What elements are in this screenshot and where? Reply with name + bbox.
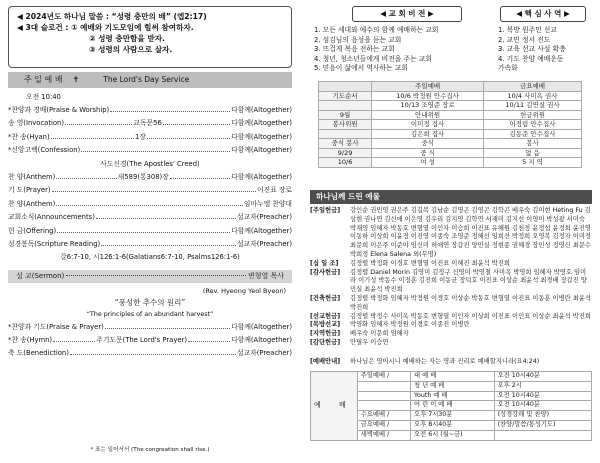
core-list — [498, 26, 598, 74]
worship-table — [310, 371, 592, 441]
service-title-ko: 주 일 예 배 — [24, 75, 63, 85]
worship-cell: Youth 예 배 — [411, 391, 495, 401]
order-item-person: 다함께(Altogether) — [231, 132, 292, 141]
core-title: ◀ 핵 심 사 역 ▶ — [500, 6, 586, 22]
order-row — [8, 228, 292, 241]
sermon-label: 설 교(Sermon) — [16, 272, 65, 281]
vision-item: 1. 모든 세대와 예수의 함께 예배하는 교회 — [314, 26, 439, 34]
duty-cell: 이정림 안수집사 — [484, 120, 582, 130]
duty-cell: 중 식 — [372, 148, 484, 158]
duty-row — [319, 148, 582, 158]
offering-type: [건축헌금] — [310, 294, 341, 302]
duty-cell — [319, 101, 372, 111]
cross-icon: ✝ — [72, 75, 80, 85]
order-item-name: 기 도(Prayer) — [8, 186, 51, 195]
creed-row — [8, 161, 292, 174]
duty-row — [319, 129, 582, 139]
leader-dots — [56, 205, 243, 206]
leader-dots — [81, 151, 230, 152]
service-title-bar — [8, 72, 292, 88]
duty-cell: 10/13 조영준 장로 — [372, 101, 484, 111]
duty-cell: 봉사위원 — [319, 120, 372, 130]
order-item-person: 다함께(Altogether) — [231, 172, 293, 181]
order-item-name: *찬 송(Hyan) — [8, 132, 50, 141]
duty-table — [318, 81, 582, 168]
core-item: 3. 교육 선교 사설 확충 — [498, 45, 566, 54]
duty-row — [319, 101, 582, 111]
duty-cell: 헌금위원 — [484, 110, 582, 120]
duty-cell: 기도순서 — [319, 91, 372, 101]
order-item-detail: 1장 — [134, 132, 146, 141]
offering-names: 김정렬 Daniel Morin 김영미 김정구 신영미 박영철 사미옥 박영희 임혜자 박영호 임미라 이기성 박동수 이정훈 김진희 이동균 장덕호 이진표 이상순 최윤석 최경배 장갑진 양민실 최윤석 박진희 — [350, 268, 587, 294]
offering-names: 김정렬 박정화 이경호 변형열 이진표 이혜진 최윤석 박진희 — [350, 259, 510, 267]
order-item-name: *찬 송(Hymn) — [8, 336, 53, 345]
duty-header-cell: 주일예배 — [372, 82, 484, 92]
order-item-person: 설교자(Preacher) — [237, 349, 292, 358]
order-item-person: 임마누엘 찬양대 — [243, 199, 292, 208]
worship-intro-key: [예배안내] — [310, 358, 341, 365]
duty-cell: 김은희 집사 — [372, 129, 484, 139]
leader-dots — [51, 138, 134, 139]
offering-group — [310, 339, 592, 348]
offering-names: 김정렬 박정화 임혜자 박정원 이경호 이상순 박동호 변형열 이진표 이동훈 이병란 최윤석 박진희 — [350, 294, 591, 311]
order-item-name: 송 영(Invocation) — [8, 119, 65, 128]
duty-cell: 9월 — [319, 110, 372, 120]
offering-type: [지역헌금] — [310, 330, 341, 338]
sermon-title-en: “The principles of an abundant harvest” — [86, 310, 214, 318]
order-item-name: *신앙고백(Confession) — [8, 146, 81, 155]
duty-cell: 10/6 박정원 안수집사 — [372, 91, 484, 101]
slogan-2: ② 성령 충만함을 받자. — [89, 34, 165, 43]
scripture-row — [8, 254, 292, 267]
service-title-en: The Lord's Day Service — [103, 74, 190, 84]
duty-cell: 5 지 역 — [484, 158, 582, 168]
preacher-en: (Rev. Hyeong Yeol Byeon) — [202, 286, 286, 295]
sermon-info — [8, 285, 292, 321]
order-item-person: 다함께(Altogether) — [231, 336, 293, 345]
offering-group — [310, 330, 592, 339]
order-item-person: 설교자(Preacher) — [237, 213, 292, 222]
order-block-3 — [8, 324, 292, 364]
leader-dots — [188, 341, 230, 342]
order-item-name: *찬양과 경배(Praise & Worship) — [8, 106, 110, 114]
worship-cell: 오후 8시40분 — [411, 420, 495, 430]
order-item-person: 설교자(Preacher) — [237, 239, 292, 248]
duty-row — [319, 110, 582, 120]
year-banner — [8, 6, 292, 68]
footnote: * 표는 일어서서 (The congreation shall rise.) — [90, 447, 210, 453]
offering-group — [310, 207, 592, 260]
duty-header-cell: 금요예배 — [484, 82, 582, 92]
leader-dots — [66, 275, 246, 276]
worship-cell — [357, 401, 410, 411]
order-item-name: *찬양과 기도(Praise & Prayer) — [8, 322, 104, 331]
worship-cell: (성경강해 및 찬양) — [494, 411, 591, 421]
offering-type: [목방선교] — [310, 321, 341, 329]
order-item-person: 다함께(Altogether) — [231, 146, 292, 155]
worship-cell: 오전 10시40분 — [494, 391, 591, 401]
worship-side-label: 예 배 — [311, 372, 358, 441]
worship-cell — [357, 381, 410, 391]
core-item: 2. 교민 정서 전도 — [498, 35, 551, 44]
worship-intro-text: 하나님은 영이시니 예배하는 자는 영과 진리로 예배할지니라(요4:24) — [350, 358, 540, 365]
order-row — [8, 350, 292, 363]
order-item-person: 이진표 장로 — [257, 186, 292, 195]
offering-group — [310, 260, 592, 269]
offering-list — [310, 207, 592, 348]
offering-type: [감단헌금] — [310, 338, 341, 346]
offering-type: [주일헌금] — [310, 207, 341, 214]
duty-cell: 9/29 — [319, 148, 372, 158]
order-item-person: 다함께(Altogether) — [231, 226, 292, 235]
order-item-name: 축 도(Benediction) — [8, 349, 69, 358]
leader-dots — [56, 178, 116, 179]
scripture-ref: 갈6:7-10, 시126:1-6(Galatians6:7-10, Psalms126:1-6) — [60, 253, 240, 262]
vision-title: ◀ 교 회 비 전 ▶ — [352, 6, 462, 22]
duty-row — [319, 139, 582, 149]
vision-list — [314, 26, 494, 74]
worship-cell — [357, 391, 410, 401]
service-time: 오전 10:40 — [26, 93, 61, 101]
worship-cell — [494, 430, 591, 440]
duty-cell: 안내위원 — [372, 110, 484, 120]
sermon-preacher: 변형열 목사 — [247, 272, 284, 281]
leader-dots — [170, 178, 230, 179]
worship-cell: 오전 10시40분 — [494, 372, 591, 382]
duty-cell: 중식 봉사 — [319, 139, 372, 149]
order-item-name: 찬 양(Anthem) — [8, 199, 56, 208]
offering-title: 하나님께 드린 예물 — [310, 190, 592, 204]
vision-item: 4. 청년, 청소년들에게 비전을 주는 교회 — [314, 54, 432, 63]
duty-row — [319, 91, 582, 101]
duty-cell: 10/11 김연실 권사 — [484, 101, 582, 111]
worship-cell: 수요예배 / — [357, 411, 410, 421]
leader-dots — [65, 124, 132, 125]
vision-item: 2. 섬김님의 음성을 듣는 교회 — [314, 35, 402, 44]
offering-group — [310, 269, 592, 295]
duty-cell: 여 성 — [372, 158, 484, 168]
order-row — [8, 147, 292, 160]
slogan-1: ◀ 3대 슬로건 : ① 예배와 기도모임에 힘써 참여하자. — [17, 23, 194, 32]
leader-dots — [147, 138, 230, 139]
duty-row — [319, 158, 582, 168]
offering-names: 박영화 임혜자 박정원 이경호 이종진 이병란 — [350, 321, 470, 329]
worship-cell: 오후 7시30분 — [411, 411, 495, 421]
core-item: 1. 복방 원주민 선교 — [498, 26, 557, 34]
worship-cell: 금요예배 / — [357, 420, 410, 430]
duty-row — [319, 120, 582, 130]
order-item-detail: 교독문56 — [133, 119, 162, 128]
order-item-person: 다함께(Altogether) — [231, 119, 292, 128]
sermon-bar — [8, 270, 292, 283]
leader-dots — [53, 341, 95, 342]
order-item-name: 헌 금(Offering) — [8, 226, 57, 235]
creed-title: 사도신경(The Apostles' Creed) — [100, 159, 200, 168]
worship-cell: 오전 10시40분 — [494, 401, 591, 411]
offering-type: [십 일 조] — [310, 259, 339, 267]
worship-cell: 오후 2시 — [494, 381, 591, 391]
duty-cell: 중식 — [372, 139, 484, 149]
worship-row — [311, 372, 592, 382]
order-item-person: 다함께(Altogether) — [231, 322, 292, 331]
worship-cell: 대 예 배 — [411, 372, 495, 382]
duty-cell: 10/4 사미옥 권사 — [484, 91, 582, 101]
order-item-person: 다함께(Altogether) — [231, 106, 292, 114]
order-row — [8, 120, 292, 133]
core-item: 가속화 — [498, 64, 518, 73]
worship-intro — [310, 358, 592, 367]
worship-cell: 주일예배 / — [357, 372, 410, 382]
leader-dots — [163, 124, 230, 125]
leader-dots — [52, 191, 256, 192]
duty-header-cell — [319, 82, 372, 92]
duty-cell: 봉사 — [484, 139, 582, 149]
offering-names: 배우숙 이문희 임혜자 — [350, 330, 409, 338]
order-item-name: 교회소식(Announcements) — [8, 213, 95, 222]
order-item-detail: 새589(통308)장 — [117, 172, 169, 181]
worship-cell: 어 린 이 예 배 — [411, 401, 495, 411]
leader-dots — [101, 245, 236, 246]
worship-cell: 청 년 예 배 — [411, 381, 495, 391]
order-item-name: 성경봉독(Scripture Reading) — [8, 239, 101, 248]
offering-group — [310, 295, 592, 313]
order-block-2 — [8, 174, 292, 254]
order-item-name: 찬 양(Anthem) — [8, 172, 56, 181]
worship-cell: 새벽예배 / — [357, 430, 410, 440]
order-row — [8, 214, 292, 227]
duty-cell: 이미정 집사 — [372, 120, 484, 130]
offering-names: 강인순 권민영 권은주 김길복 김남순 김명곤 김영곤 김학곤 배우숙 김미현 Heting Fu 김상현 권나연 김신애 이은영 김우리 김지영 김학연 서재미 김지선 이영미 박성광 서미숙 박재영 임혜자 박동호 변형열 이인자 이승희 이진표 유혜원 김천정 윤정섭 윤정희 윤진영 이동하 이상희 이윤정 이진영 이종숙 조영준 정혜선 임희선 박정희 오영복 김정자 이미정 최문희 이은주 이준이 임신미 허애연 장갑진 양민실 정현종 권혜경 장민성 정영신 최문수 박희정 Elena Salena 외(무명) — [350, 207, 591, 258]
offering-names: 김정렬 박정수 사미옥 박동호 변형열 이인자 이상희 이진표 이인표 이상순 최윤석 박진희 — [350, 312, 591, 320]
offering-type: [선교헌금] — [310, 312, 341, 320]
worship-cell: (찬양/말씀/통성기도) — [494, 420, 591, 430]
order-block-1 — [8, 107, 292, 161]
offering-group — [310, 321, 592, 330]
slogan-3: ③ 성령의 사람으로 살자. — [89, 45, 173, 54]
sermon-title-ko: “풍성한 추수의 원리” — [114, 297, 186, 307]
order-of-service — [8, 107, 292, 364]
leader-dots — [105, 328, 230, 329]
leader-dots — [70, 354, 236, 355]
leader-dots — [96, 218, 236, 219]
year-verse: ◀ 2024년도 하나님 말씀 : “성령 충만의 배” (엡2:17) — [17, 12, 207, 21]
duty-cell: 10/6 — [319, 158, 372, 168]
order-item-detail: 주기도문(The Lord's Prayer) — [96, 336, 187, 345]
offering-names: 안필우 이승연 — [350, 338, 389, 346]
core-item: 4. 기도 찬양 예배운동 — [498, 54, 564, 63]
leader-dots — [57, 232, 230, 233]
duty-cell: 없 음 — [484, 148, 582, 158]
leader-dots — [110, 111, 230, 112]
duty-header-row — [319, 82, 582, 92]
worship-cell: 오전 6시 (월~금) — [411, 430, 495, 440]
duty-cell — [319, 129, 372, 139]
vision-item: 3. 뜨겁게 복음 전하는 교회 — [314, 45, 395, 54]
vision-item: 5. 믿음이 삶에서 역사하는 교회 — [314, 64, 408, 73]
order-row — [8, 187, 292, 200]
offering-type: [감사헌금] — [310, 268, 341, 276]
duty-cell: 김동준 안수집사 — [484, 129, 582, 139]
